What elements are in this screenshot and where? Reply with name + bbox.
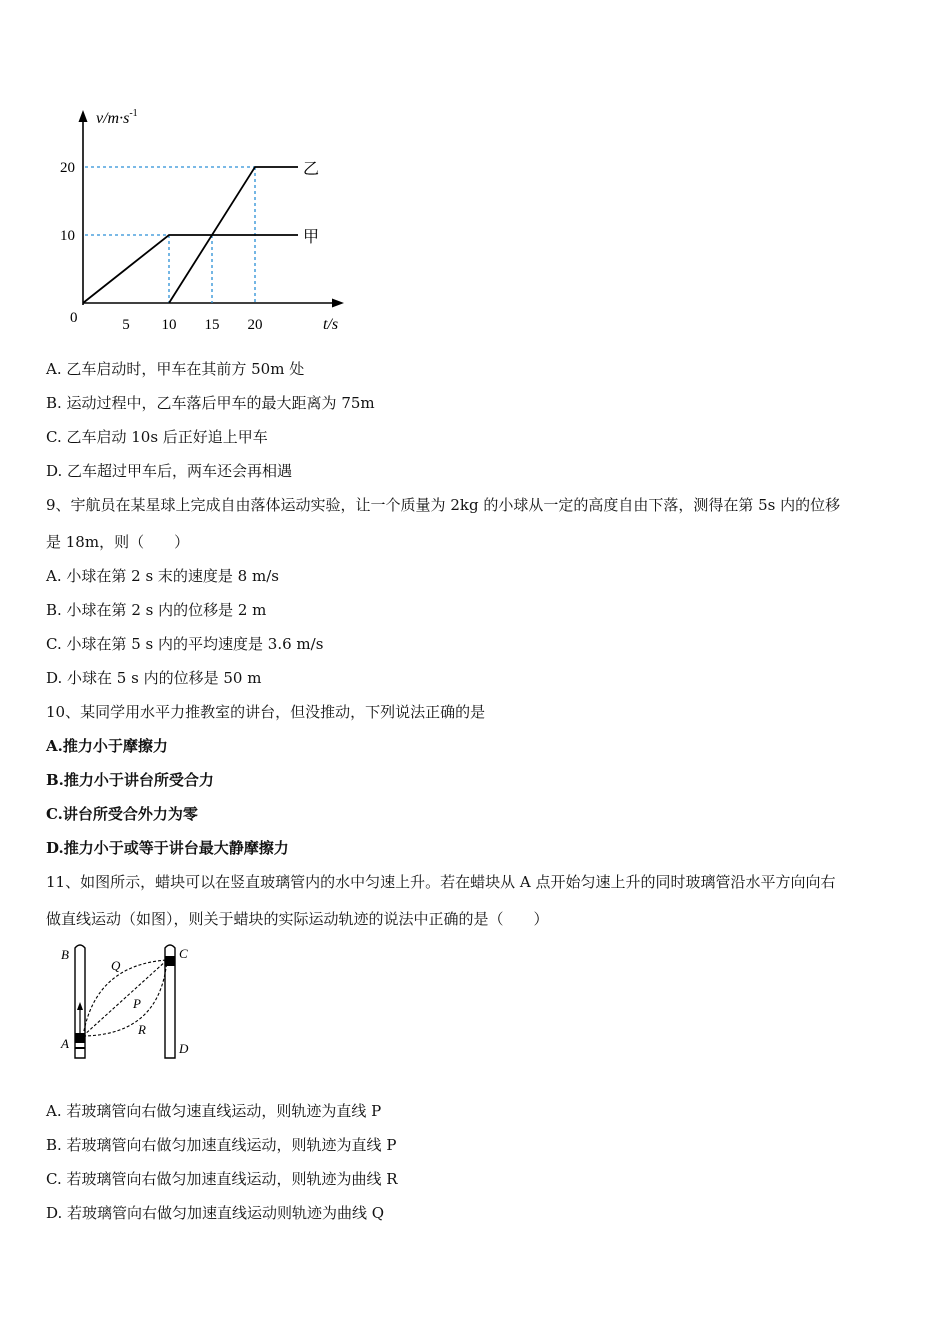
- x-tick-10: 10: [161, 317, 177, 333]
- q9-option-a: A. 小球在第 2 s 末的速度是 8 m/s: [46, 567, 279, 585]
- q10-option-d: D.推力小于或等于讲台最大静摩擦力: [46, 839, 289, 857]
- y-tick-20: 20: [60, 160, 75, 176]
- x-axis-arrow: [332, 299, 344, 308]
- x-tick-20: 20: [247, 317, 263, 333]
- q9-option-d: D. 小球在 5 s 内的位移是 50 m: [46, 669, 262, 687]
- series-label-yi: 乙: [303, 161, 320, 178]
- q9-stem-line1: 9、宇航员在某星球上完成自由落体运动实验，让一个质量为 2kg 的小球从一定的高度自由下落，测得在第 5s 内的位移: [46, 496, 841, 514]
- label-a: A: [61, 1036, 69, 1051]
- y-axis-label: $v/m\cdot s^{-1}$: [96, 108, 138, 127]
- vt-graph: [50, 100, 360, 345]
- q10-option-b: B.推力小于讲台所受合力: [46, 771, 214, 789]
- q8-option-d: D. 乙车超过甲车后，两车还会再相遇: [46, 462, 293, 480]
- q11-stem-line2: 做直线运动（如图），则关于蜡块的实际运动轨迹的说法中正确的是（ ）: [46, 910, 549, 928]
- up-arrow-head: [77, 1002, 83, 1010]
- label-r: R: [138, 1022, 146, 1037]
- q9-option-b: B. 小球在第 2 s 内的位移是 2 m: [46, 601, 267, 619]
- label-q: Q: [111, 958, 121, 973]
- q10-option-a: A.推力小于摩擦力: [46, 737, 168, 755]
- x-axis-label: t/s: [323, 316, 339, 333]
- origin-label: 0: [70, 310, 78, 326]
- q9-option-c: C. 小球在第 5 s 内的平均速度是 3.6 m/s: [46, 635, 324, 653]
- q9-stem-line2: 是 18m，则（ ）: [46, 533, 190, 551]
- q11-option-b: B. 若玻璃管向右做匀加速直线运动，则轨迹为直线 P: [46, 1136, 397, 1154]
- label-b: B: [61, 947, 69, 962]
- q8-option-a: A. 乙车启动时，甲车在其前方 50m 处: [46, 360, 305, 378]
- trajectory-figure: [55, 940, 205, 1065]
- series-label-jia: 甲: [303, 229, 320, 246]
- y-axis-arrow: [79, 110, 88, 122]
- x-tick-5: 5: [122, 317, 130, 333]
- x-tick-15: 15: [204, 317, 220, 333]
- q11-option-d: D. 若玻璃管向右做匀加速直线运动则轨迹为曲线 Q: [46, 1204, 385, 1222]
- label-p: P: [133, 996, 141, 1011]
- label-d: D: [179, 1041, 189, 1056]
- q8-option-c: C. 乙车启动 10s 后正好追上甲车: [46, 428, 268, 446]
- q10-option-c: C.讲台所受合外力为零: [46, 805, 198, 823]
- q11-option-a: A. 若玻璃管向右做匀速直线运动，则轨迹为直线 P: [46, 1102, 382, 1120]
- label-c: C: [179, 946, 188, 961]
- q10-stem: 10、某同学用水平力推教室的讲台，但没推动，下列说法正确的是: [46, 703, 486, 721]
- y-tick-10: 10: [60, 228, 75, 244]
- q8-option-b: B. 运动过程中，乙车落后甲车的最大距离为 75m: [46, 394, 375, 412]
- q11-option-c: C. 若玻璃管向右做匀加速直线运动，则轨迹为曲线 R: [46, 1170, 398, 1188]
- q11-stem-line1: 11、如图所示，蜡块可以在竖直玻璃管内的水中匀速上升。若在蜡块从 A 点开始匀速上升的同时玻璃管沿水平方向向右: [46, 873, 836, 891]
